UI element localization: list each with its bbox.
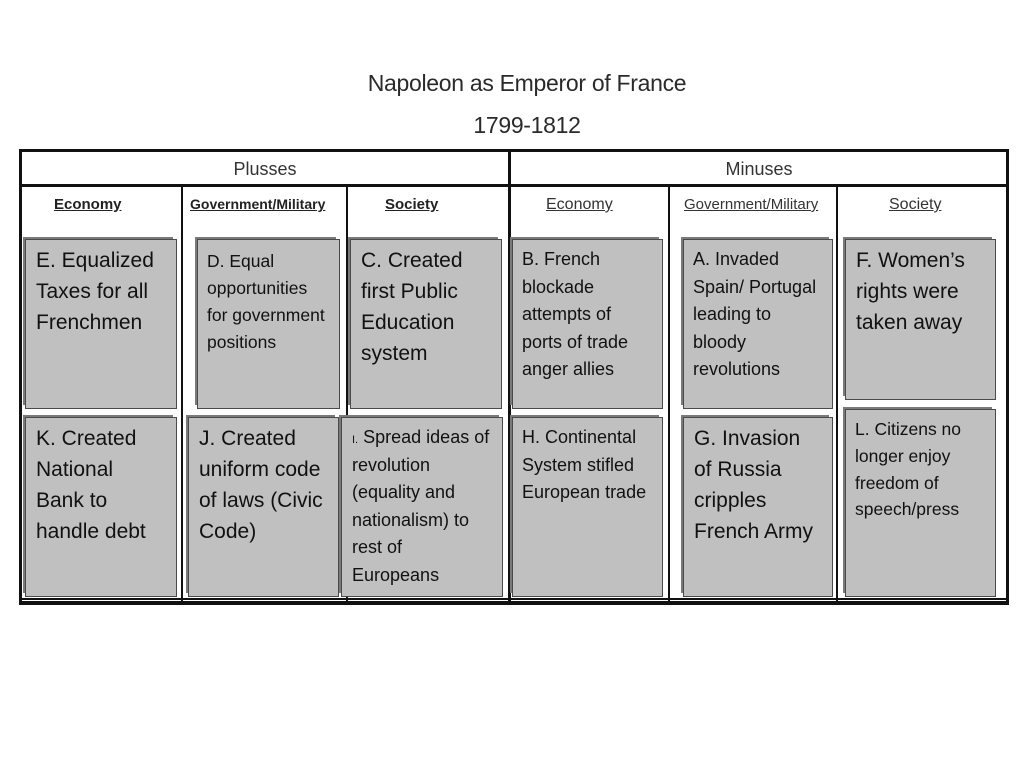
plus-society-header: Society [385,196,439,213]
card-j-civic-code[interactable]: J. Created uniform code of laws (Civic Code) [188,417,339,597]
plusses-header: Plusses [233,159,297,179]
card-k-national-bank[interactable]: K. Created National Bank to handle debt [25,417,177,597]
column-divider [668,186,670,604]
plus-economy-header: Economy [54,196,122,213]
card-a-invaded-spain-portugal[interactable]: A. Invaded Spain/ Portugal leading to bloody revolutions [683,239,833,409]
card-g-invasion-of-russia[interactable]: G. Invasion of Russia cripples French Army [683,417,833,597]
card-d-equal-opportunities[interactable]: D. Equal opportunities for government positions [197,239,340,409]
card-c-public-education[interactable]: C. Created first Public Education system [350,239,502,409]
minus-economy-header: Economy [546,196,613,213]
card-h-continental-system[interactable]: H. Continental System stifled European trade [512,417,663,597]
card-b-french-blockade[interactable]: B. French blockade attempts of ports of trade anger allies [512,239,663,409]
card-i-spread-ideas[interactable] [341,417,503,597]
card-f-womens-rights[interactable]: F. Women’s rights were taken away [845,239,996,400]
table-bottom-rule [19,598,1009,600]
card-i-text: Spread ideas of revolution (equality and nationalism) to rest of Europeans [352,427,490,585]
plus-minus-divider [508,149,511,605]
minuses-header: Minuses [725,159,793,179]
page-title: Napoleon as Emperor of France [367,70,687,96]
column-divider [836,186,838,604]
card-e-equalized-taxes[interactable]: E. Equalized Taxes for all Frenchmen [25,239,177,409]
column-divider [181,186,183,604]
header-divider [19,184,1009,187]
plus-government-military-header: Government/Military [190,196,326,212]
card-i-letter: I. [352,434,359,446]
page-subtitle-years: 1799-1812 [473,112,581,138]
minus-society-header: Society [889,196,942,213]
minus-government-military-header: Government/Military [684,196,819,213]
card-l-citizens-freedom[interactable]: L. Citizens no longer enjoy freedom of speech/press [845,409,996,597]
